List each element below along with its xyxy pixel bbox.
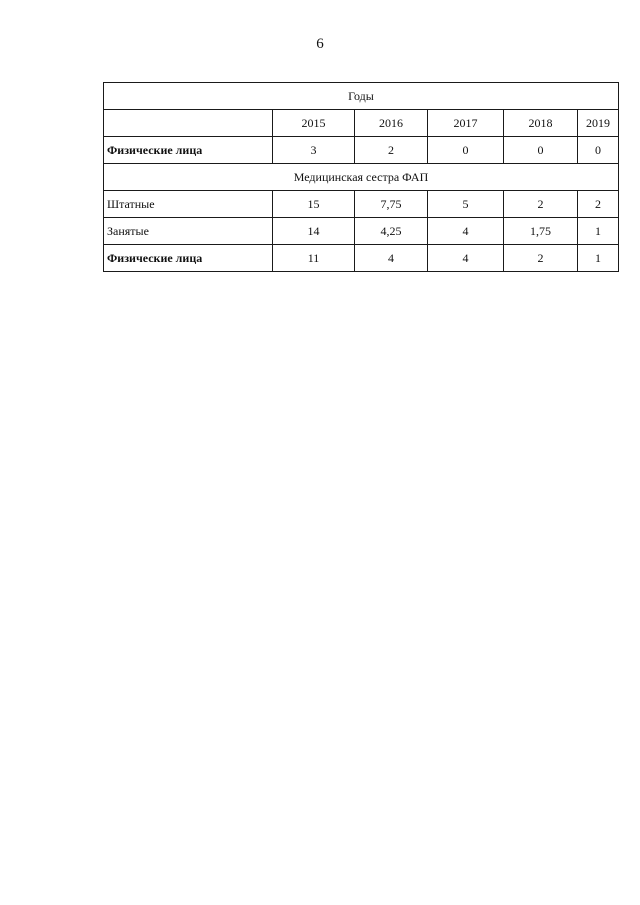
years-row (104, 110, 619, 137)
year-cell: 2018 (504, 110, 578, 137)
value-cell: 0 (504, 137, 578, 164)
value-cell: 1 (578, 218, 619, 245)
year-cell: 2015 (273, 110, 355, 137)
value-cell: 2 (355, 137, 428, 164)
page-number: 6 (316, 36, 324, 52)
year-cell: 2016 (355, 110, 428, 137)
section-header-row (104, 164, 619, 191)
value-cell: 15 (273, 191, 355, 218)
year-cell: 2017 (428, 110, 504, 137)
table-row (104, 191, 619, 218)
value-cell: 11 (273, 245, 355, 272)
table-row (104, 218, 619, 245)
table-row (104, 137, 619, 164)
section-title: Медицинская сестра ФАП (104, 164, 619, 191)
years-header: Годы (104, 83, 619, 110)
value-cell: 2 (578, 191, 619, 218)
year-cell: 2019 (578, 110, 619, 137)
value-cell: 4 (355, 245, 428, 272)
value-cell: 2 (504, 245, 578, 272)
row-label: Штатные (104, 191, 273, 218)
value-cell: 4,25 (355, 218, 428, 245)
value-cell: 1,75 (504, 218, 578, 245)
value-cell: 0 (578, 137, 619, 164)
staffing-table (103, 82, 619, 272)
value-cell: 2 (504, 191, 578, 218)
value-cell: 7,75 (355, 191, 428, 218)
table-row (104, 245, 619, 272)
value-cell: 4 (428, 218, 504, 245)
years-row-empty-cell (104, 110, 273, 137)
value-cell: 5 (428, 191, 504, 218)
row-label: Физические лица (104, 137, 273, 164)
value-cell: 1 (578, 245, 619, 272)
value-cell: 3 (273, 137, 355, 164)
table-header-row (104, 83, 619, 110)
value-cell: 0 (428, 137, 504, 164)
row-label: Физические лица (104, 245, 273, 272)
value-cell: 14 (273, 218, 355, 245)
value-cell: 4 (428, 245, 504, 272)
row-label: Занятые (104, 218, 273, 245)
